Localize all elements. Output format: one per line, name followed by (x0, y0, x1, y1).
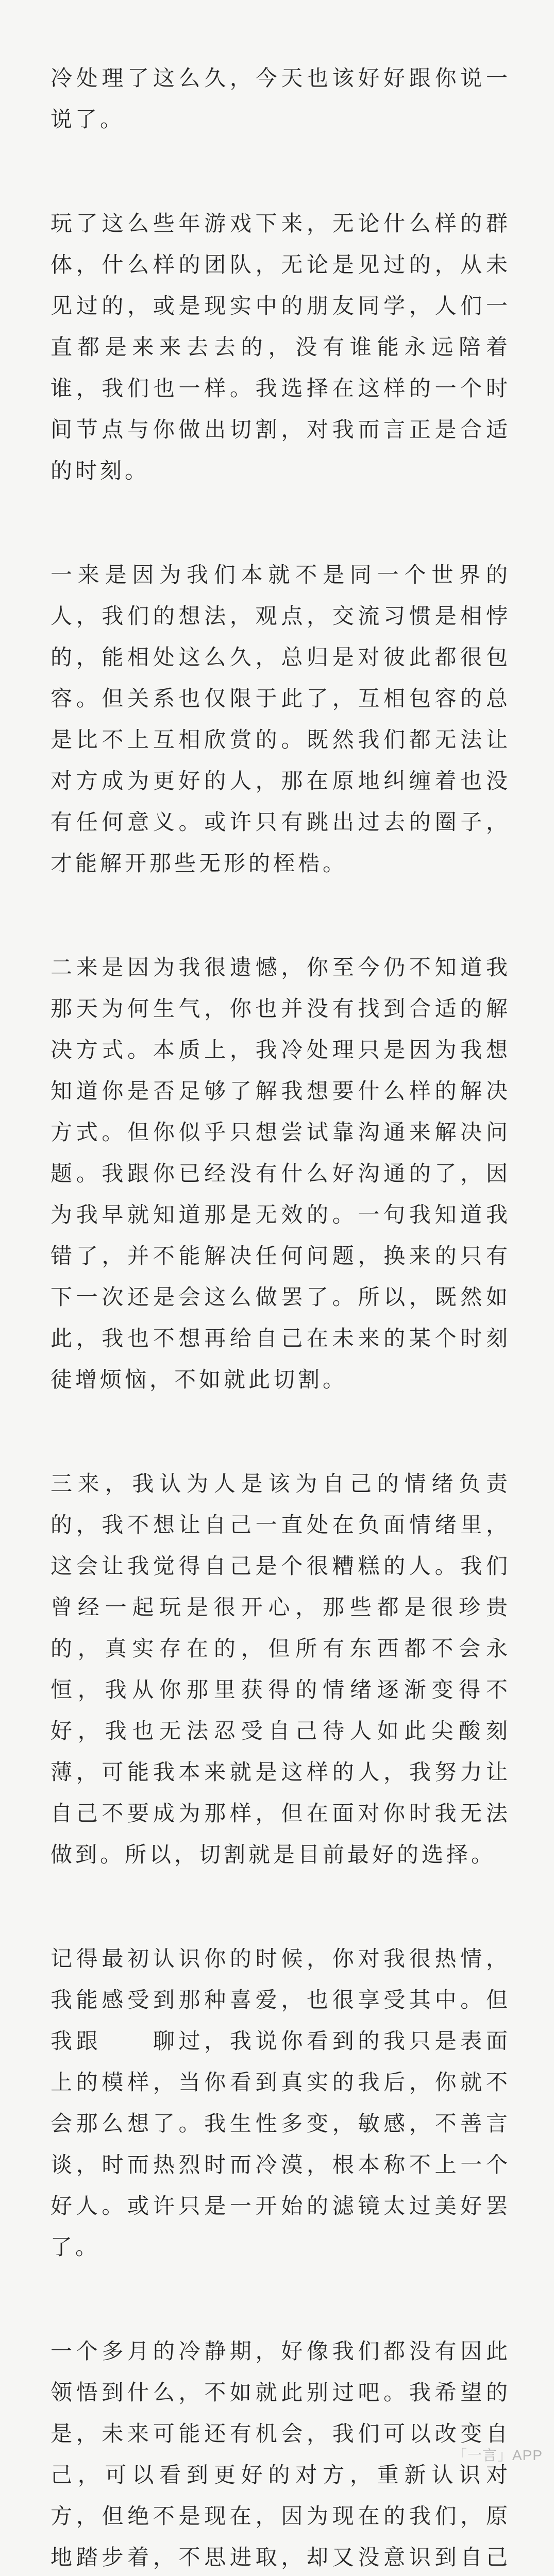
paragraph-reason-one: 一来是因为我们本就不是同一个世界的人，我们的想法，观点，交流习惯是相悖的，能相处这么久，总归是对彼此都很包容。但关系也仅限于此了，互相包容的总是比不上互相欣赏的。既然我们都无法让对方成为更好的人，那在原地纠缠着也没有任何意义。或许只有跳出过去的圈子，才能解开那些无形的桎梏。 (51, 562, 511, 876)
app-watermark: 「一言」APP (452, 2447, 543, 2463)
paragraph-reason-three: 三来，我认为人是该为自己的情绪负责的，我不想让自己一直处在负面情绪里，这会让我觉得自己是个很糟糕的人。我们曾经一起玩是很开心，那些都是很珍贵的，真实存在的，但所有东西都不会永恒，我从你那里获得的情绪逐渐变得不好，我也无法忍受自己待人如此尖酸刻薄，可能我本来就是这样的人，我努力让自己不要成为那样，但在面对你时我无法做到。所以，切割就是目前最好的选择。 (51, 1471, 511, 1867)
paragraph-opening: 冷处理了这么久，今天也该好好跟你说一说了。 (51, 65, 511, 132)
paragraph-memory: 记得最初认识你的时候，你对我很热情，我能感受到那种喜爱，也很享受其中。但我跟 聊过，我说你看到的我只是表面上的模样，当你看到真实的我后，你就不会那么想了。我生性多变，敏感，不善言谈，时而热烈时而冷漠，根本称不上一个好人。或许只是一开始的滤镜太过美好罢了。 (51, 1946, 511, 2260)
paragraph-context: 玩了这么些年游戏下来，无论什么样的群体，什么样的团队，无论是见过的，从未见过的，或是现实中的朋友同学，人们一直都是来来去去的，没有谁能永远陪着谁，我们也一样。我选择在这样的一个时间节点与你做出切割，对我而言正是合适的时刻。 (51, 211, 511, 483)
paragraph-closing: 一个多月的冷静期，好像我们都没有因此领悟到什么，不如就此别过吧。我希望的是，未来可能还有机会，我们可以改变自己，可以看到更好的对方，重新认识对方，但绝不是现在，因为现在的我们，原地踏步着，不思进取，却又没意识到自己 (51, 2338, 511, 2570)
paragraph-reason-two: 二来是因为我很遗憾，你至今仍不知道我那天为何生气，你也并没有找到合适的解决方式。本质上，我冷处理只是因为我想知道你是否足够了解我想要什么样的解决方式。但你似乎只想尝试靠沟通来解决问题。我跟你已经没有什么好沟通的了，因为我早就知道那是无效的。一句我知道我错了，并不能解决任何问题，换来的只有下一次还是会这么做罢了。所以，既然如此，我也不想再给自己在未来的某个时刻徒增烦恼，不如就此切割。 (51, 955, 511, 1392)
